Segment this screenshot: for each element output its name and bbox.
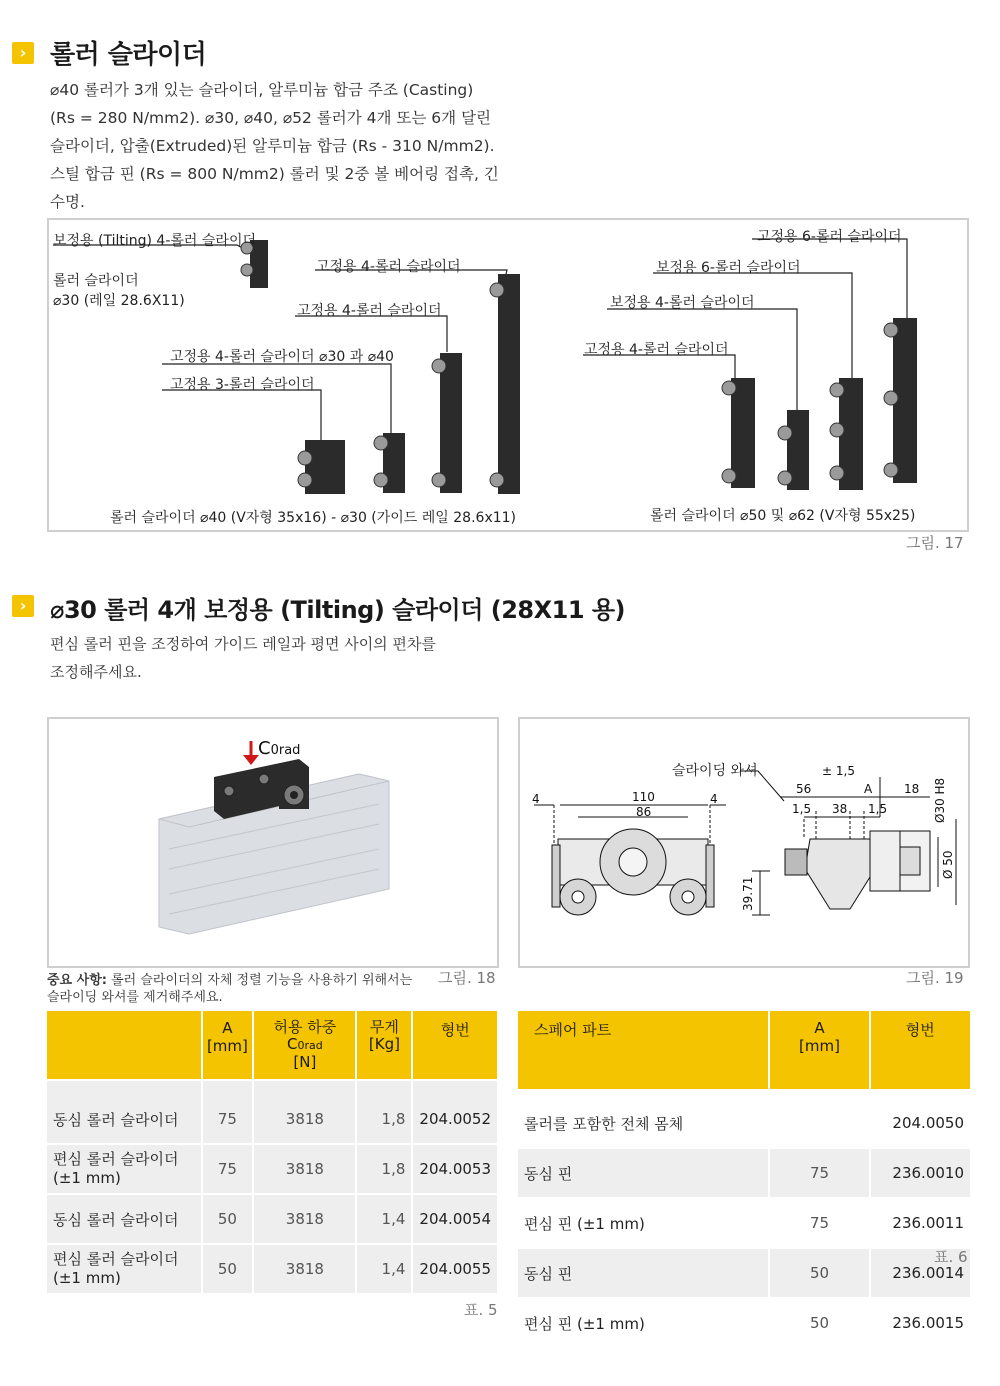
- force-label-main: C: [258, 738, 271, 759]
- table-cell-code: 204.0052: [413, 1081, 497, 1143]
- important-note: [47, 972, 437, 1006]
- section-description: [50, 630, 510, 686]
- table-cell-load: 3818: [254, 1245, 355, 1293]
- table-header-a: A [mm]: [203, 1011, 253, 1079]
- table-6: [516, 1009, 972, 1349]
- table-header-name: 스페어 파트: [518, 1011, 768, 1089]
- description-line: (Rs = 280 N/mm2). ⌀30, ⌀40, ⌀52 롤러가 4개 또는 6개 달린: [50, 109, 492, 127]
- label-fixed-4-roller: 고정용 4-롤러 슬라이더: [316, 259, 461, 275]
- table-cell-a: 75: [203, 1145, 253, 1193]
- figure-19-drawing: [520, 719, 966, 964]
- section-title: ⌀30 롤러 4개 보정용 (Tilting) 슬라이더 (28X11 용): [50, 596, 626, 624]
- table-header-load: 허용 하중 C0rad [N]: [254, 1011, 355, 1079]
- chevron-right-icon: ›: [12, 42, 34, 64]
- table-cell-a: 50: [203, 1195, 253, 1243]
- table-cell-code: 236.0014: [871, 1249, 970, 1297]
- table-cell-code: 236.0011: [892, 1214, 964, 1232]
- label-bottom-right: 롤러 슬라이더 ⌀50 및 ⌀62 (V자형 55x25): [650, 508, 916, 524]
- table-cell-code: 204.0053: [413, 1145, 497, 1193]
- table-cell-code: 204.0055: [413, 1245, 497, 1293]
- dim-30-h8: Ø30 H8: [933, 777, 947, 823]
- table-cell-load: 3818: [254, 1145, 355, 1193]
- arrow-down-icon: [243, 741, 259, 765]
- table-cell-a: 75: [203, 1081, 253, 1143]
- table-cell-weight: 1,8: [357, 1145, 411, 1193]
- label-rail: ⌀30 (레일 28.6X11): [53, 293, 185, 309]
- description-line: 스틸 합금 핀 (Rs = 800 N/mm2) 롤러 및 2중 볼 베어링 접촉, 긴: [50, 165, 499, 183]
- table-cell-name: 동심 롤러 슬라이더: [47, 1081, 201, 1143]
- table-cell-weight: 1,4: [357, 1245, 411, 1293]
- table-cell-load: 3818: [254, 1081, 355, 1143]
- label-fixed-4-roller: 고정용 4-롤러 슬라이더: [297, 303, 442, 319]
- note-label: 중요 사항:: [47, 973, 107, 988]
- force-label: [258, 738, 300, 759]
- table-cell-load: 3818: [254, 1195, 355, 1243]
- note-text: 슬라이딩 와셔를 제거해주세요.: [47, 990, 223, 1005]
- table-cell-name: 편심 롤러 슬라이더 (±1 mm): [47, 1145, 201, 1193]
- dim-56: 56: [796, 782, 812, 796]
- chevron-right-icon: ›: [12, 595, 34, 617]
- dim-86: 86: [636, 805, 652, 819]
- force-label-sub: 0rad: [270, 743, 301, 758]
- table-cell-code: 236.0015: [892, 1314, 964, 1332]
- table-cell-weight: 1,8: [357, 1081, 411, 1143]
- label-fixed-6-roller: 고정용 6-롤러 슬라이더: [757, 229, 902, 245]
- table-header-weight: 무게 [Kg]: [357, 1011, 411, 1079]
- dim-A: A: [864, 782, 873, 796]
- dim-plus-minus-1-5: ± 1,5: [822, 764, 855, 778]
- dim-50: Ø 50: [941, 850, 955, 879]
- table-header-code: 형번: [413, 1011, 497, 1079]
- table-cell-a: 75: [770, 1149, 868, 1197]
- label-bottom-left: 롤러 슬라이더 ⌀40 (V자형 35x16) - ⌀30 (가이드 레일 28.6x11): [110, 510, 517, 526]
- label-tilting-4-roller-right: 보정용 4-롤러 슬라이더: [610, 295, 755, 311]
- dim-38: 38: [832, 802, 848, 816]
- figure-18-caption: 그림. 18: [438, 969, 496, 987]
- table-5: [45, 1009, 499, 1295]
- label-tilting-6-roller: 보정용 6-롤러 슬라이더: [656, 260, 801, 276]
- table-cell-name: 편심 핀 (±1 mm): [524, 1314, 645, 1333]
- figure-19-caption: 그림. 19: [906, 969, 964, 987]
- dim-1-5: 1,5: [868, 802, 888, 816]
- label-fixed-4-roller-30-40: 고정용 4-롤러 슬라이더 ⌀30 과 ⌀40: [170, 349, 394, 365]
- table-cell-name: 동심 핀: [518, 1249, 768, 1297]
- label-fixed-3-roller: 고정용 3-롤러 슬라이더: [170, 377, 315, 393]
- table-5-caption: 표. 5: [464, 1301, 498, 1319]
- table-cell-name: 편심 롤러 슬라이더 (±1 mm): [47, 1245, 201, 1293]
- description-line: 조정해주세요.: [50, 663, 142, 681]
- table-cell-a: [770, 1091, 868, 1147]
- section-title: 롤러 슬라이더: [50, 40, 207, 70]
- description-line: 편심 롤러 핀을 조정하여 가이드 레일과 평면 사이의 편차를: [50, 635, 436, 653]
- table-cell-a: 75: [809, 1214, 830, 1232]
- table-cell-name: 편심 핀 (±1 mm): [524, 1214, 645, 1233]
- label-fixed-4-roller-right: 고정용 4-롤러 슬라이더: [584, 342, 729, 358]
- dim-4: 4: [532, 792, 540, 806]
- label-roller-slider: 롤러 슬라이더: [53, 273, 139, 289]
- table-cell-code: 236.0010: [871, 1149, 970, 1197]
- dim-1-5: 1,5: [792, 802, 812, 816]
- table-cell-weight: 1,4: [357, 1195, 411, 1243]
- table-cell-code: 204.0054: [413, 1195, 497, 1243]
- description-line: 수명.: [50, 193, 85, 211]
- section-description: [50, 76, 510, 216]
- dim-110: 110: [632, 790, 655, 804]
- table-cell-a: 50: [203, 1245, 253, 1293]
- table-header-a: A [mm]: [770, 1011, 868, 1089]
- table-cell-a: 50: [770, 1249, 868, 1297]
- table-6-caption: 표. 6: [934, 1248, 968, 1266]
- table-cell-code: 204.0050: [892, 1114, 964, 1132]
- label-sliding-washer: 슬라이딩 와셔: [672, 763, 758, 779]
- table-header-name: [47, 1011, 201, 1079]
- table-cell-name: 롤러를 포함한 전체 몸체: [524, 1114, 684, 1133]
- dim-4: 4: [710, 792, 718, 806]
- description-line: 슬라이더, 압출(Extruded)된 알루미늄 합금 (Rs - 310 N/mm2).: [50, 137, 495, 155]
- description-line: ⌀40 롤러가 3개 있는 슬라이더, 알루미늄 합금 주조 (Casting): [50, 81, 474, 99]
- table-cell-a: 50: [809, 1314, 830, 1332]
- dim-18: 18: [904, 782, 920, 796]
- figure-17-caption: 그림. 17: [906, 534, 964, 552]
- dim-39-71: 39.71: [741, 876, 755, 911]
- table-header-code: 형번: [871, 1011, 970, 1089]
- table-cell-name: 동심 핀: [518, 1149, 768, 1197]
- table-cell-name: 동심 롤러 슬라이더: [47, 1195, 201, 1243]
- note-text: 롤러 슬라이더의 자체 정렬 기능을 사용하기 위해서는: [106, 973, 413, 988]
- label-tilting-4-roller: 보정용 (Tilting) 4-롤러 슬라이더: [53, 233, 256, 249]
